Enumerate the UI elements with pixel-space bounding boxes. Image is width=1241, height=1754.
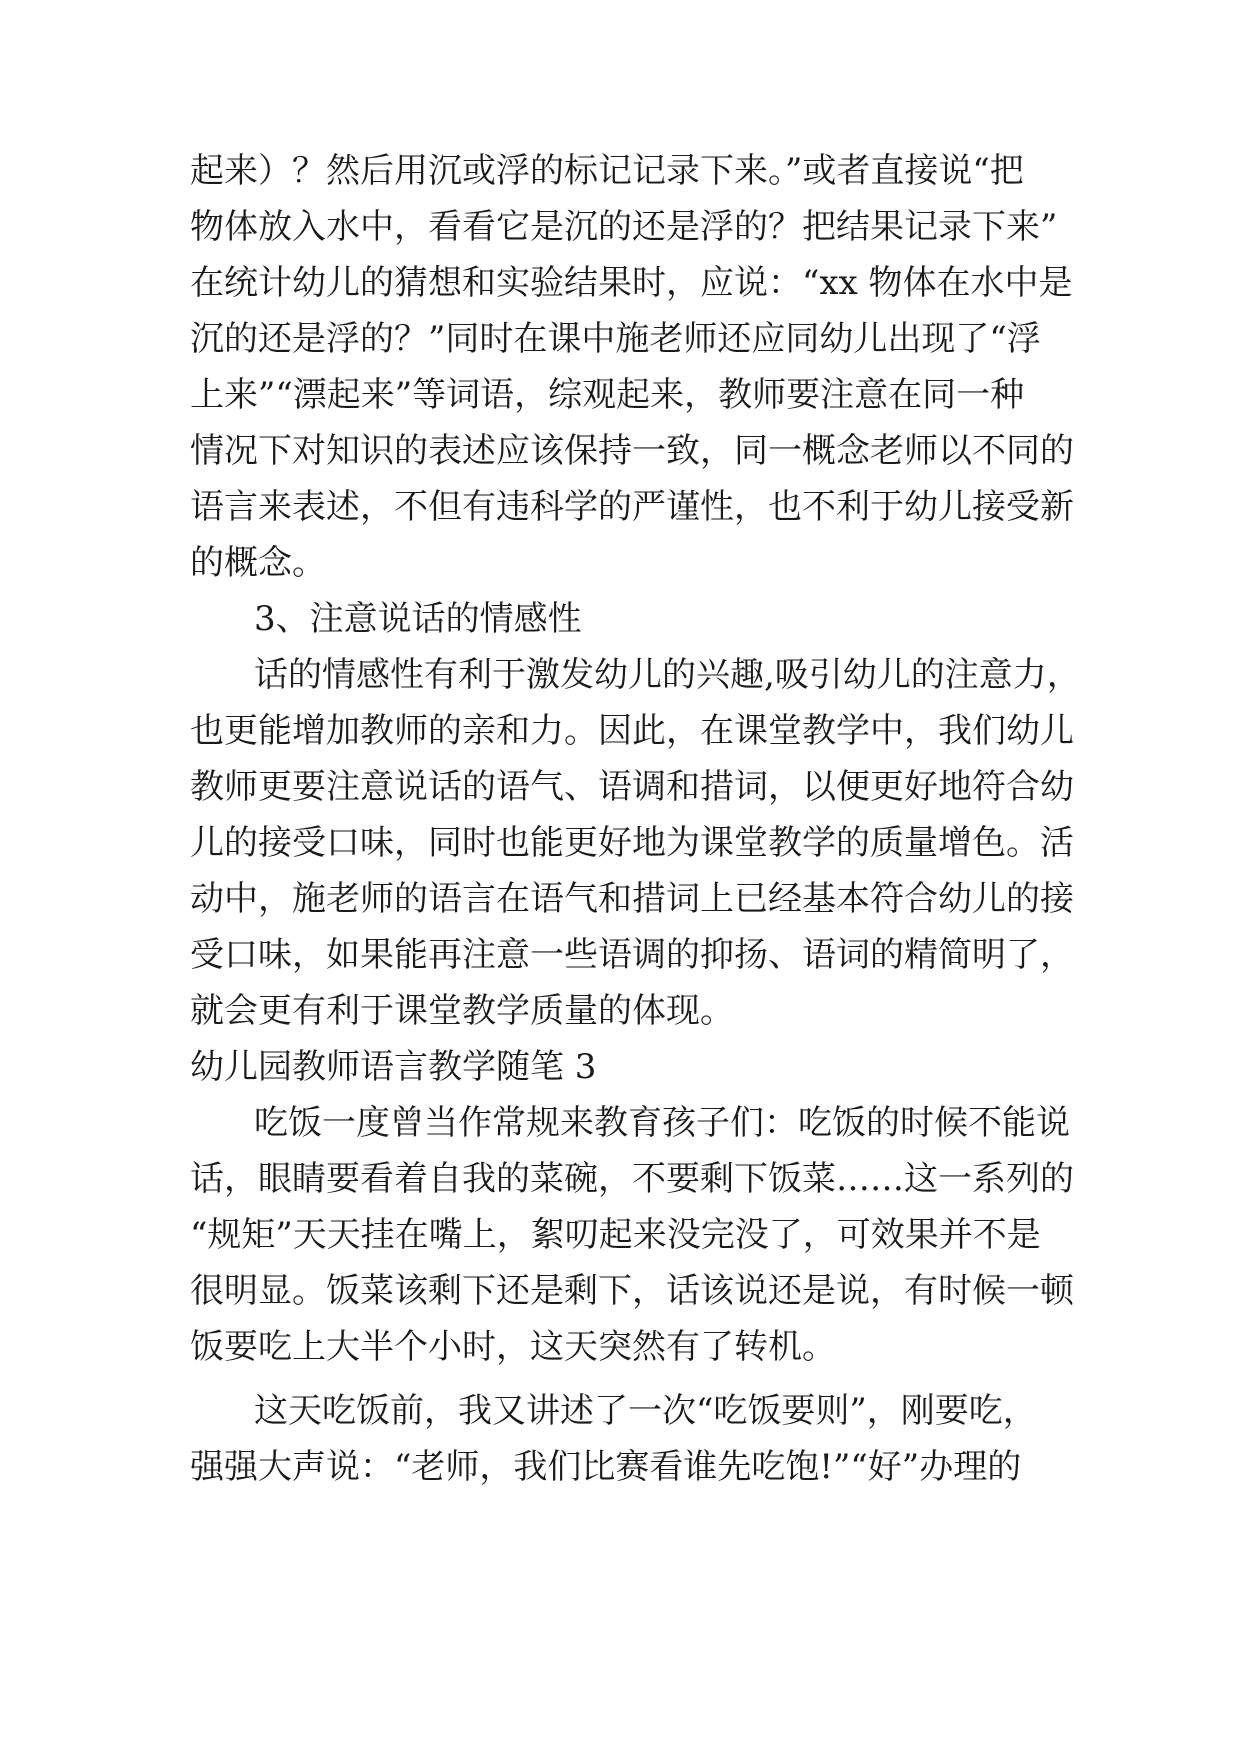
body-text-line: 物体放入水中，看看它是沉的还是浮的？把结果记录下来” — [190, 207, 1058, 247]
body-text-line: 起来）？然后用沉或浮的标记记录下来。”或者直接说“把 — [190, 151, 1024, 191]
body-text-line: 教师更要注意说话的语气、语调和措词，以便更好地符合幼 — [190, 767, 1074, 807]
body-text-line: 动中，施老师的语言在语气和措词上已经基本符合幼儿的接 — [190, 879, 1074, 919]
body-text-line: 沉的还是浮的？”同时在课中施老师还应同幼儿出现了“浮 — [190, 319, 1041, 359]
body-text-line: “规矩”天天挂在嘴上，絮叨起来没完没了，可效果并不是 — [190, 1215, 1041, 1255]
section-heading: 3、注意说话的情感性 — [254, 599, 582, 639]
body-text-line: 受口味，如果能再注意一些语调的抑扬、语词的精简明了， — [190, 935, 1074, 975]
paragraph-first-line: 这天吃饭前，我又讲述了一次“吃饭要则”，刚要吃， — [254, 1391, 1037, 1431]
paragraph-first-line: 话的情感性有利于激发幼儿的兴趣,吸引幼儿的注意力， — [254, 655, 1081, 695]
body-text-line: 语言来表述，不但有违科学的严谨性，也不利于幼儿接受新 — [190, 487, 1074, 527]
body-text-line: 情况下对知识的表述应该保持一致，同一概念老师以不同的 — [190, 431, 1074, 471]
body-text-line: 上来”“漂起来”等词语，综观起来，教师要注意在同一种 — [190, 375, 1025, 415]
body-text-line: 在统计幼儿的猜想和实验结果时，应说：“xx 物体在水中是 — [190, 263, 1073, 303]
body-text-line: 很明显。饭菜该剩下还是剩下，话该说还是说，有时候一顿 — [190, 1271, 1074, 1311]
body-text-line: 就会更有利于课堂教学质量的体现。 — [190, 991, 734, 1031]
body-text-line: 饭要吃上大半个小时，这天突然有了转机。 — [190, 1327, 836, 1367]
body-text-line: 也更能增加教师的亲和力。因此，在课堂教学中，我们幼儿 — [190, 711, 1074, 751]
body-text-line: 话，眼睛要看着自我的菜碗，不要剩下饭菜……这一系列的 — [190, 1159, 1074, 1199]
body-text-line: 的概念。 — [190, 543, 326, 583]
body-text-line: 儿的接受口味，同时也能更好地为课堂教学的质量增色。活 — [190, 823, 1074, 863]
article-title: 幼儿园教师语言教学随笔 3 — [190, 1047, 597, 1087]
body-text-line: 强强大声说：“老师，我们比赛看谁先吃饱!”“好”办理的 — [190, 1447, 1022, 1487]
paragraph-first-line: 吃饭一度曾当作常规来教育孩子们：吃饭的时候不能说 — [254, 1103, 1070, 1143]
